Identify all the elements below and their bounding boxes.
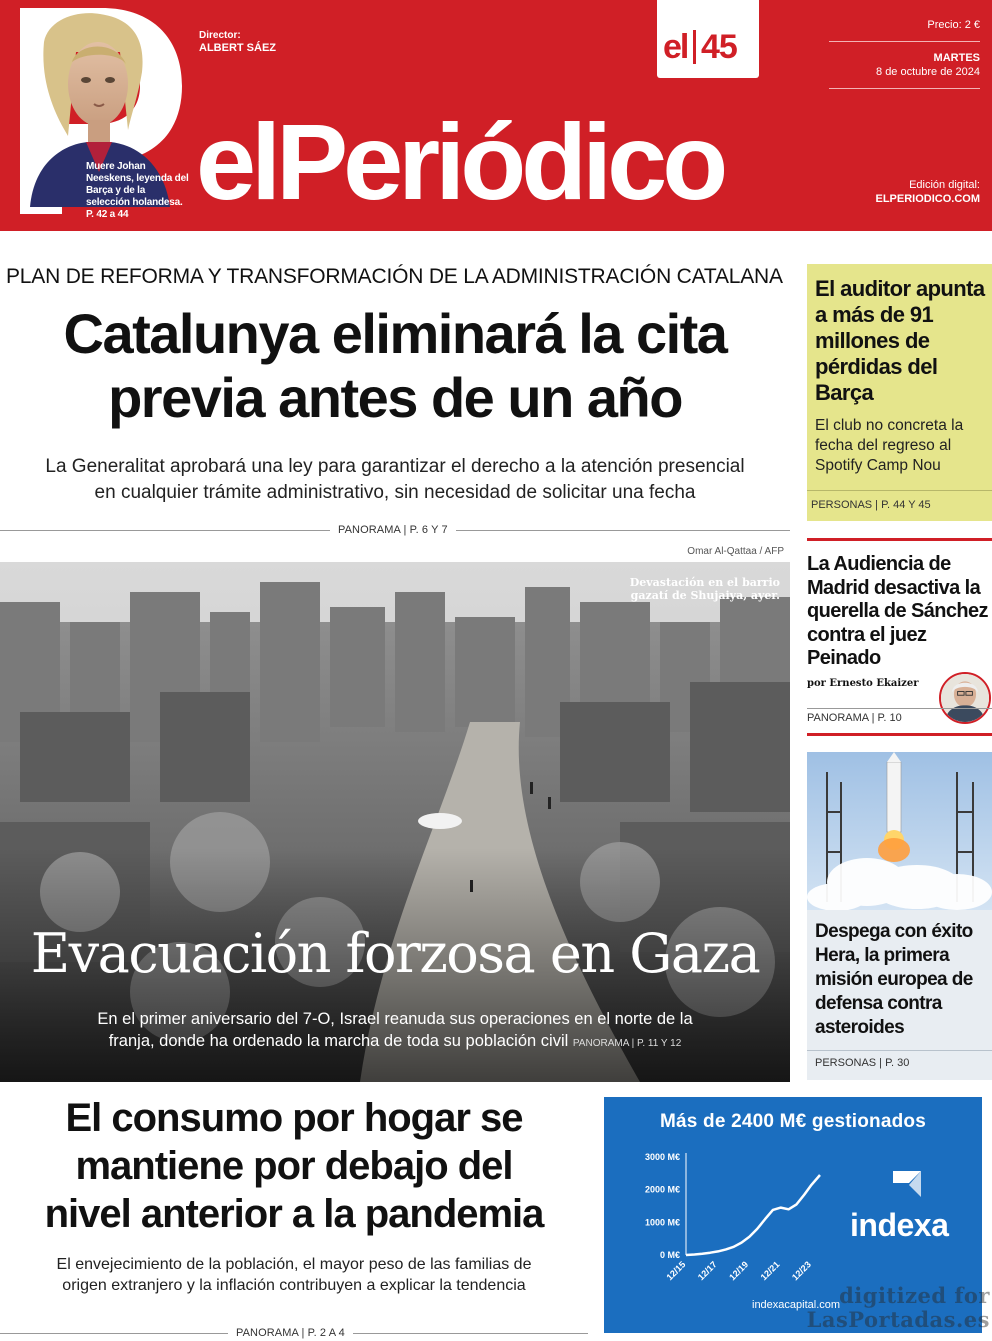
y-tick-label: 0 M€	[659, 1250, 680, 1260]
consumo-headline-line: mantiene por debajo del	[75, 1144, 513, 1188]
gaza-photo-caption	[630, 576, 780, 602]
gaza-deck-line	[0, 1030, 790, 1055]
consumo-headline-line: nivel anterior a la pandemia	[44, 1192, 544, 1236]
consumo-section-tag[interactable]: PANORAMA | P. 2 A 4	[228, 1326, 353, 1340]
ekaizer-portrait	[941, 674, 989, 722]
section-divider	[807, 708, 992, 709]
consumo-headline[interactable]	[0, 1094, 588, 1238]
gaza-caption-line: gazatí de Shujaiya, ayer.	[630, 589, 780, 602]
masthead	[0, 0, 992, 231]
gaza-deck-text: franja, donde ha ordenado la marcha de toda su población civil	[108, 1032, 569, 1050]
hera-photo	[807, 752, 992, 910]
aum-line-chart	[628, 1145, 828, 1305]
newspaper-title: elPeriódico	[196, 101, 724, 222]
consumo-deck-line: El envejecimiento de la población, el mayor peso de las familias de	[56, 1256, 532, 1273]
watermark	[790, 1284, 990, 1332]
consumo-deck-line: origen extranjero y la inflación contribuyen a explicar la tendencia	[62, 1277, 526, 1294]
anniversary-bar	[693, 30, 696, 64]
y-tick-label: 3000 M€	[644, 1152, 680, 1162]
hera-headline[interactable]: Despega con éxito Hera, la primera misión europea de defensa contra asteroides	[815, 921, 973, 1038]
date-day: MARTES	[933, 52, 980, 64]
lead-headline-line: previa antes de un año	[108, 366, 682, 429]
rocket-launch-image	[807, 752, 992, 910]
y-tick-label: 1000 M€	[644, 1217, 680, 1228]
neeskens-caption[interactable]: Muere Johan Neeskens, leyenda del Barça y de la selección holandesa. P. 42 a 44	[86, 161, 189, 220]
ad-url[interactable]: indexacapital.com	[752, 1299, 841, 1311]
audiencia-byline: por Ernesto Ekaizer	[807, 678, 919, 689]
indexa-logo-icon	[889, 1167, 925, 1201]
anniversary-el: el	[663, 28, 688, 66]
anniversary-badge	[657, 0, 759, 78]
edition-label: Edición digital:	[909, 179, 980, 191]
date-full: 8 de octubre de 2024	[876, 66, 980, 78]
avatar	[939, 672, 991, 724]
gaza-deck	[0, 1008, 790, 1055]
divider	[829, 88, 980, 89]
gaza-photo	[0, 562, 790, 1082]
lead-deck-line: en cualquier trámite administrativo, sin necesidad de solicitar una fecha	[94, 482, 696, 503]
lead-headline[interactable]	[0, 302, 790, 430]
lead-section-tag[interactable]: PANORAMA | P. 6 Y 7	[330, 523, 456, 537]
gaza-feature[interactable]	[0, 562, 790, 1082]
auditor-box[interactable]	[807, 264, 992, 521]
lead-deck-line: La Generalitat aprobará una ley para garantizar el derecho a la atención presencial	[45, 456, 745, 477]
photo-credit: Omar Al-Qattaa / AFP	[687, 546, 784, 557]
gaza-caption-line: Devastación en el barrio	[629, 576, 780, 589]
x-tick-label: 12/19	[727, 1259, 751, 1283]
price: Precio: 2 €	[927, 19, 980, 31]
ad-title: Más de 2400 M€ gestionados	[659, 1111, 926, 1132]
director-credit	[199, 30, 276, 54]
lead-kicker: PLAN DE REFORMA Y TRANSFORMACIÓN DE LA ADMINISTRACIÓN CATALANA	[6, 265, 783, 288]
edition-url[interactable]: ELPERIODICO.COM	[875, 193, 980, 205]
divider	[829, 41, 980, 42]
director-name: ALBERT SÁEZ	[199, 42, 276, 54]
watermark-line: LasPortadas.es	[806, 1307, 990, 1332]
gaza-headline[interactable]: Evacuación forzosa en Gaza	[30, 922, 760, 985]
red-divider	[807, 538, 992, 541]
lead-headline-line: Catalunya eliminará la cita	[63, 302, 727, 365]
gaza-deck-line: En el primer aniversario del 7-O, Israel reanuda sus operaciones en el norte de la	[97, 1010, 693, 1028]
auditor-headline: El auditor apunta a más de 91 millones de pérdidas del Barça	[815, 276, 985, 405]
x-tick-label: 12/21	[758, 1259, 782, 1283]
section-divider	[807, 490, 992, 491]
hera-section-tag[interactable]: PERSONAS | P. 30	[815, 1057, 910, 1069]
x-tick-label: 12/17	[695, 1259, 719, 1283]
audiencia-headline[interactable]: La Audiencia de Madrid desactiva la querella de Sánchez contra el juez Peinado	[807, 553, 988, 669]
auditor-section-tag[interactable]: PERSONAS | P. 44 Y 45	[811, 499, 931, 511]
lead-deck	[0, 454, 790, 506]
watermark-line: digitized for	[839, 1283, 990, 1308]
gaza-section-tag[interactable]: PANORAMA | P. 11 Y 12	[572, 1038, 682, 1049]
y-tick-label: 2000 M€	[644, 1184, 680, 1195]
consumo-deck	[0, 1254, 588, 1296]
auditor-deck: El club no concreta la fecha del regreso al Spotify Camp Nou	[815, 417, 964, 474]
audiencia-section-tag[interactable]: PANORAMA | P. 10	[807, 712, 902, 724]
aum-series-line	[686, 1175, 820, 1255]
x-tick-label: 12/23	[789, 1259, 813, 1283]
consumo-headline-line: El consumo por hogar se	[65, 1096, 523, 1140]
ad-brand: indexa	[850, 1207, 949, 1243]
red-divider	[807, 733, 992, 736]
director-label: Director:	[199, 30, 241, 41]
anniversary-number: 45	[701, 28, 737, 66]
section-divider	[807, 1050, 992, 1051]
x-tick-label: 12/15	[664, 1259, 688, 1283]
